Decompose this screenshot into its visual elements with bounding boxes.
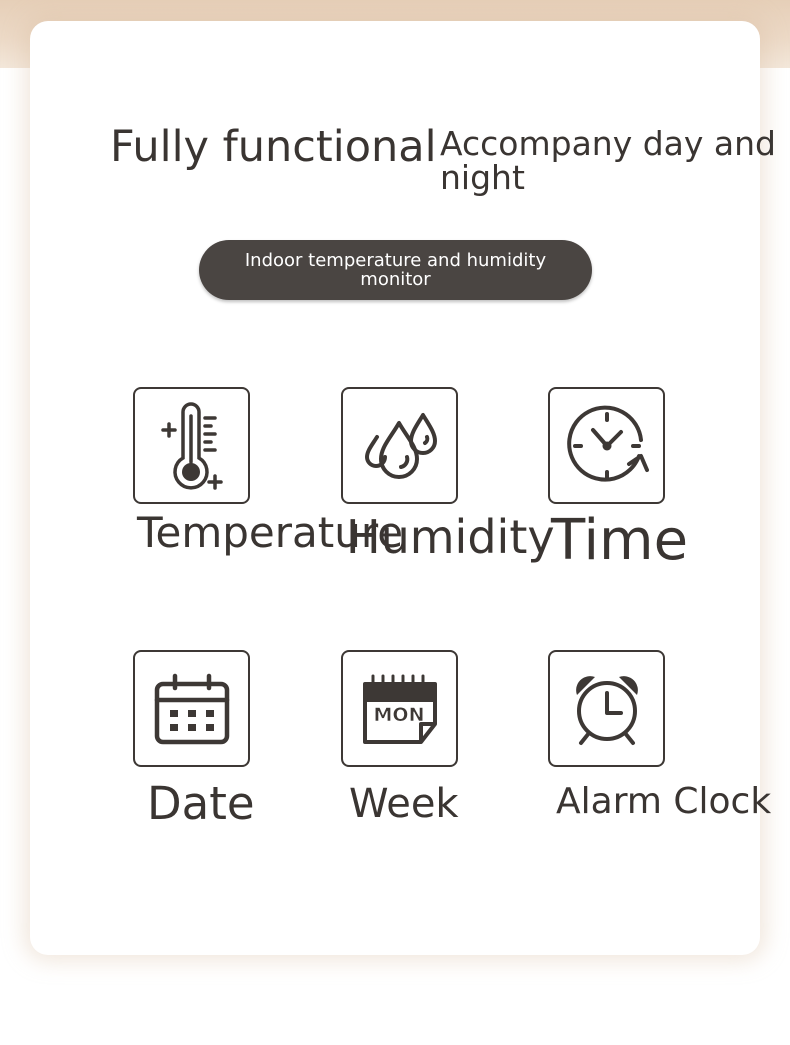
week-tile	[341, 650, 458, 767]
time-label: Time	[551, 508, 689, 573]
calendar-icon	[147, 664, 237, 754]
temperature-tile	[133, 387, 250, 504]
thermometer-icon	[147, 396, 237, 496]
alarm-clock-icon	[561, 663, 653, 755]
alarm-clock-label: Alarm Clock	[556, 781, 772, 822]
time-tile	[548, 387, 665, 504]
clock-icon	[559, 398, 655, 494]
weekday-calendar-icon	[355, 664, 445, 754]
badge-text: Indoor temperature and humidity monitor	[244, 250, 547, 290]
date-tile	[133, 650, 250, 767]
headline-accompany: Accompany day and night	[440, 124, 776, 197]
week-icon-text: MON	[373, 703, 424, 726]
alarm-clock-tile	[548, 650, 665, 767]
temperature-label: Temperature	[137, 508, 404, 557]
week-label: Week	[349, 781, 459, 827]
headline-fully-functional: Fully functional	[110, 122, 437, 172]
humidity-label: Humidity	[346, 510, 555, 564]
date-label: Date	[147, 777, 255, 830]
indoor-monitor-badge	[199, 240, 592, 300]
water-drops-icon	[355, 401, 445, 491]
humidity-tile	[341, 387, 458, 504]
